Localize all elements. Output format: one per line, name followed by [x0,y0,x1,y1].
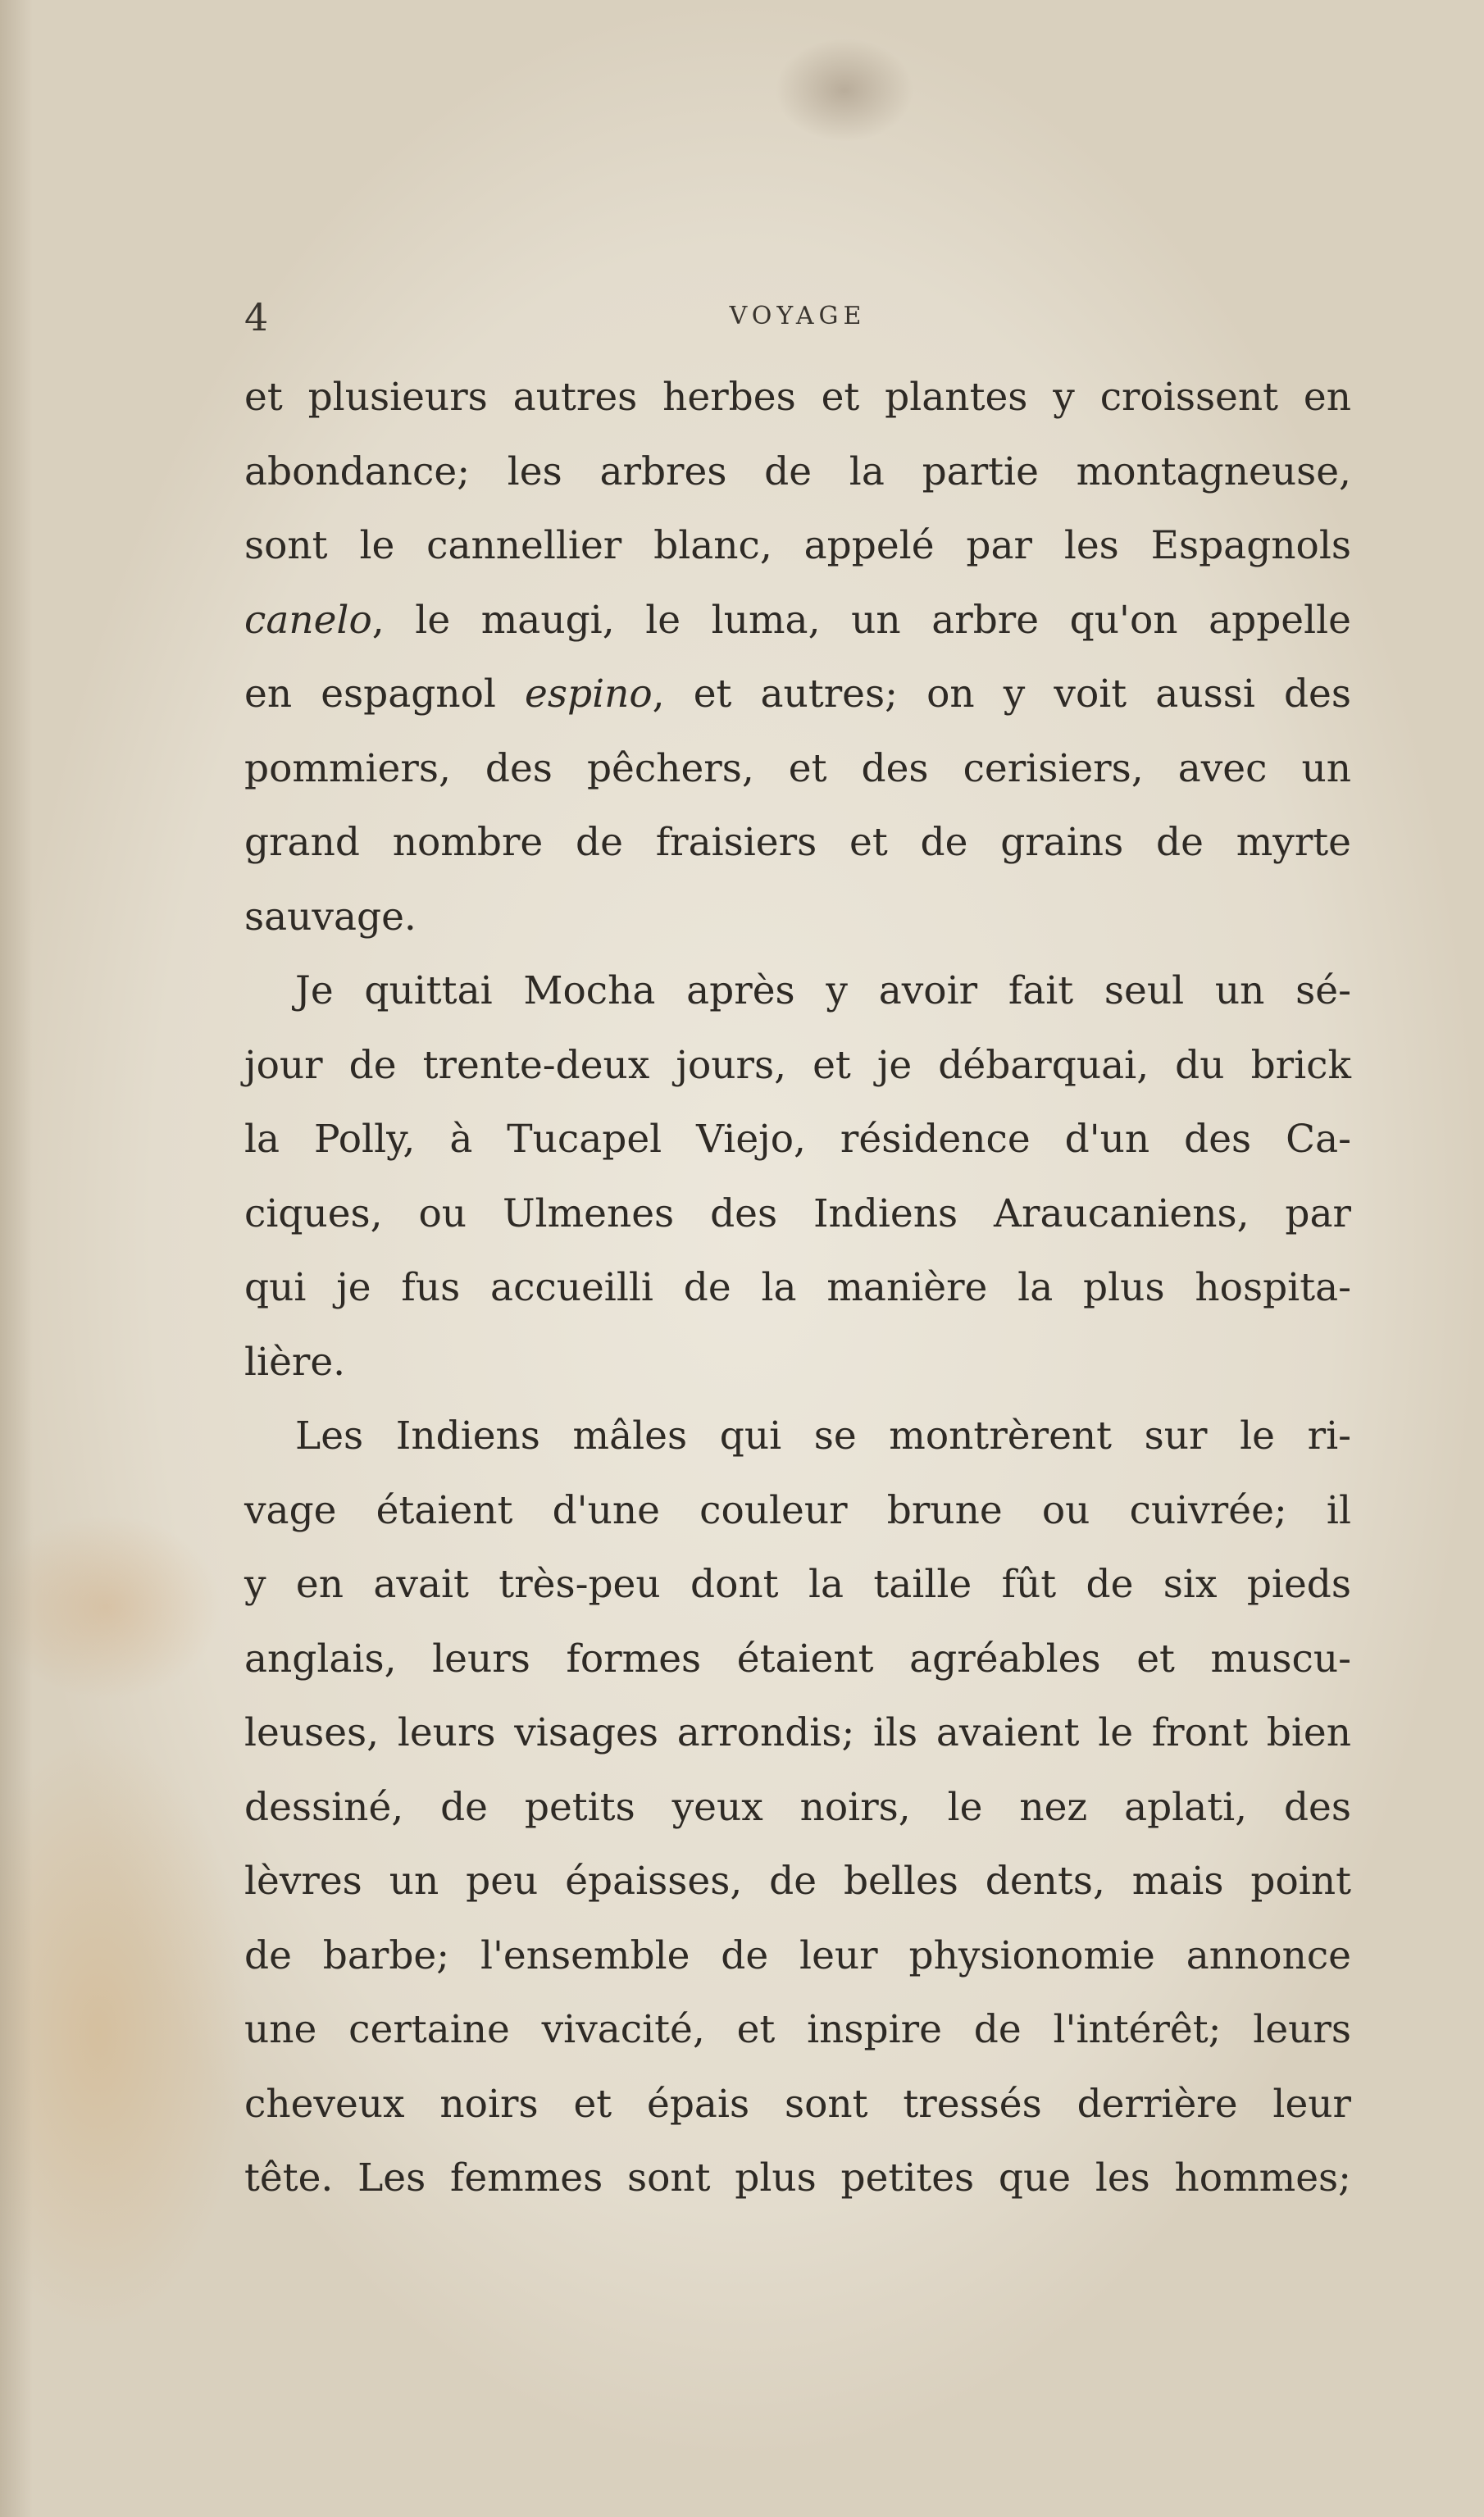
paragraph-start: Les Indiens mâles qui se montrèrent sur le ri- [295,1413,1351,1459]
page-header [244,295,1351,344]
text-line: pommiers, des pêchers, et des cerisiers, avec un [244,745,1351,791]
text-line: sauvage. [244,894,417,940]
text-line: une certaine vivacité, et inspire de l'intérêt; leurs [244,2007,1351,2052]
page-number: 4 [244,295,269,339]
text-line: la Polly, à Tucapel Viejo, résidence d'un des Ca- [244,1117,1351,1162]
text-line: y en avait très-peu dont la taille fût de six pieds [244,1562,1351,1607]
text-line: lèvres un peu épaisses, de belles dents, mais point [244,1859,1351,1904]
italic-term: canelo [244,597,372,643]
text-line: tête. Les femmes sont plus petites que les hommes; [244,2155,1351,2201]
text-line: en espagnol espino, et autres; on y voit aussi des [244,671,1351,717]
page-fold-shadow [0,0,33,2517]
text-line: canelo, le maugi, le luma, un arbre qu'on appelle [244,597,1351,643]
text-line: dessiné, de petits yeux noirs, le nez aplati, des [244,1784,1351,1830]
text-line: grand nombre de fraisiers et de grains de myrte [244,820,1351,865]
text-line: cheveux noirs et épais sont tressés derrière leur [244,2081,1351,2127]
text-line: vage étaient d'une couleur brune ou cuivrée; il [244,1487,1351,1533]
italic-term: espino [525,671,653,717]
text-line: qui je fus accueilli de la manière la plus hospita- [244,1265,1351,1310]
text-line: et plusieurs autres herbes et plantes y croissent en [244,375,1351,420]
text-line: abondance; les arbres de la partie montagneuse, [244,448,1351,494]
running-title: VOYAGE [729,302,867,330]
text-line: lière. [244,1339,346,1385]
text-line: de barbe; l'ensemble de leur physionomie annonce [244,1932,1351,1978]
text-line: leuses, leurs visages arrondis; ils avaient le front bien [244,1710,1351,1755]
text-line: jour de trente-deux jours, et je débarquai, du brick [244,1042,1351,1088]
text-line: sont le cannellier blanc, appelé par les Espagnols [244,523,1351,568]
body-text [244,361,1351,2216]
text-line: anglais, leurs formes étaient agréables et muscu- [244,1636,1351,1682]
text-line: ciques, ou Ulmenes des Indiens Araucaniens, par [244,1190,1351,1236]
paragraph-start: Je quittai Mocha après y avoir fait seul un sé- [295,968,1351,1013]
